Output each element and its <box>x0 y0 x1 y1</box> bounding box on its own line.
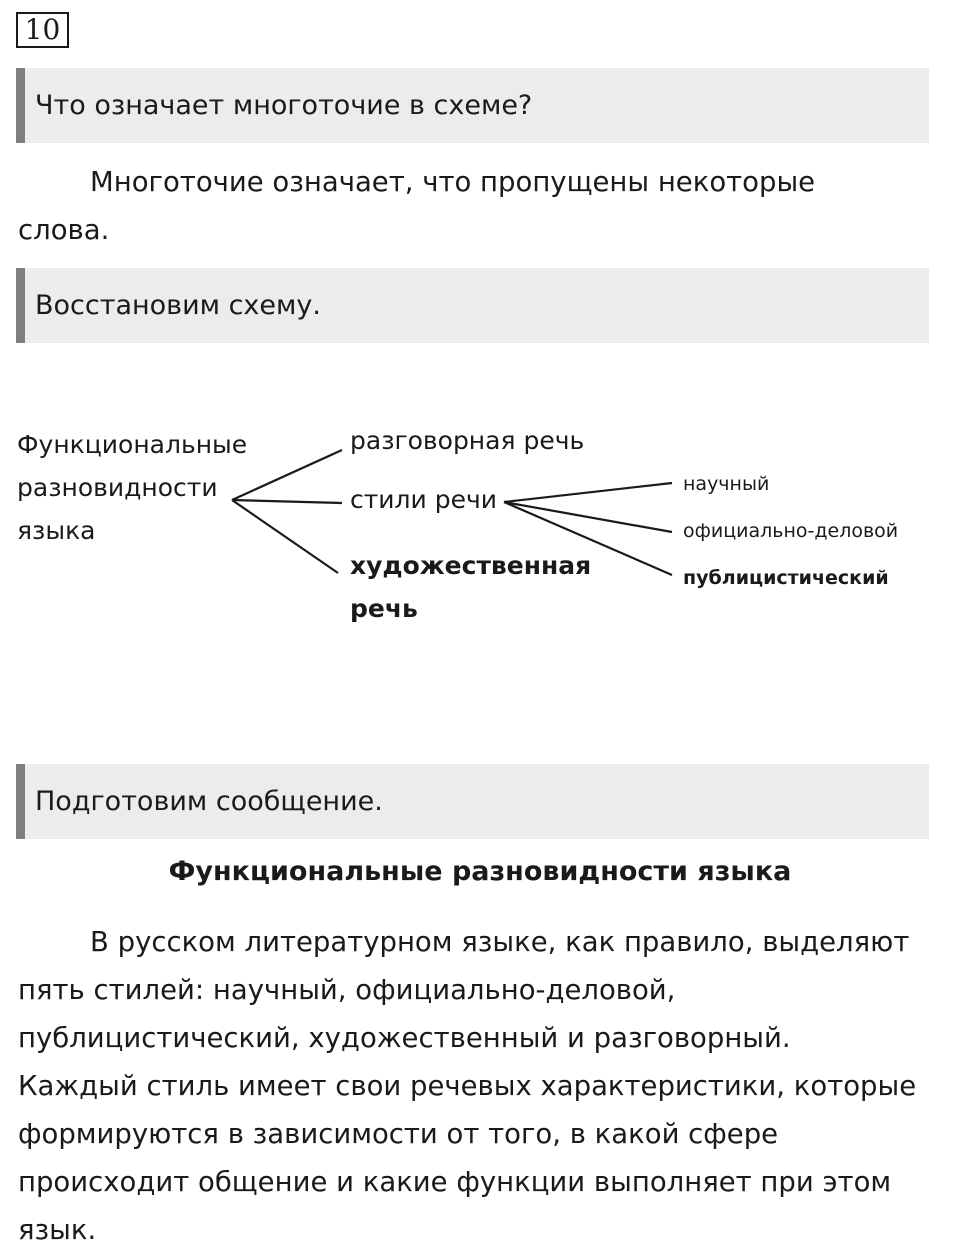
question-text: Что означает многоточие в схеме? <box>35 90 533 121</box>
answer-line-1: Многоточие означает, что пропущены некоторые <box>90 166 816 198</box>
prepare-message-banner <box>16 764 929 839</box>
message-line-7: язык. <box>18 1214 97 1246</box>
message-line-2: пять стилей: научный, официально-деловой, <box>18 974 676 1006</box>
prepare-message-text: Подготовим сообщение. <box>35 786 383 817</box>
branch-artistic-line-2: речь <box>350 594 418 623</box>
message-line-3: публицистический, художественный и разговорный. <box>18 1022 791 1054</box>
style-journalistic: публицистический <box>683 567 889 589</box>
message-title: Функциональные разновидности языка <box>168 856 792 887</box>
branch-artistic <box>350 544 591 630</box>
message-paragraph <box>18 918 940 1254</box>
branch-styles: стили речи <box>350 485 497 514</box>
root-label <box>17 423 267 552</box>
restore-scheme-banner <box>16 268 929 343</box>
answer-line-2: слова. <box>18 214 110 246</box>
question-banner <box>16 68 929 143</box>
style-scientific: научный <box>683 473 770 495</box>
scheme-diagram <box>0 410 960 640</box>
root-line-2: разновидности <box>17 473 218 502</box>
connector-scientific <box>504 483 672 502</box>
connector-official <box>504 502 672 532</box>
root-line-3: языка <box>17 516 96 545</box>
style-official: официально-деловой <box>683 520 899 542</box>
task-number: 10 <box>16 12 69 48</box>
root-line-1: Функциональные <box>17 430 248 459</box>
message-line-4: Каждый стиль имеет свои речевых характеристики, которые <box>18 1070 917 1102</box>
message-line-6: происходит общение и какие функции выполняет при этом <box>18 1166 892 1198</box>
answer-paragraph <box>18 158 940 254</box>
branch-conversational: разговорная речь <box>350 426 585 455</box>
restore-scheme-text: Восстановим схему. <box>35 290 321 321</box>
message-line-1: В русском литературном языке, как правило, выделяют <box>90 926 910 958</box>
branch-artistic-line-1: художественная <box>350 551 592 580</box>
message-line-5: формируются в зависимости от того, в какой сфере <box>18 1118 779 1150</box>
